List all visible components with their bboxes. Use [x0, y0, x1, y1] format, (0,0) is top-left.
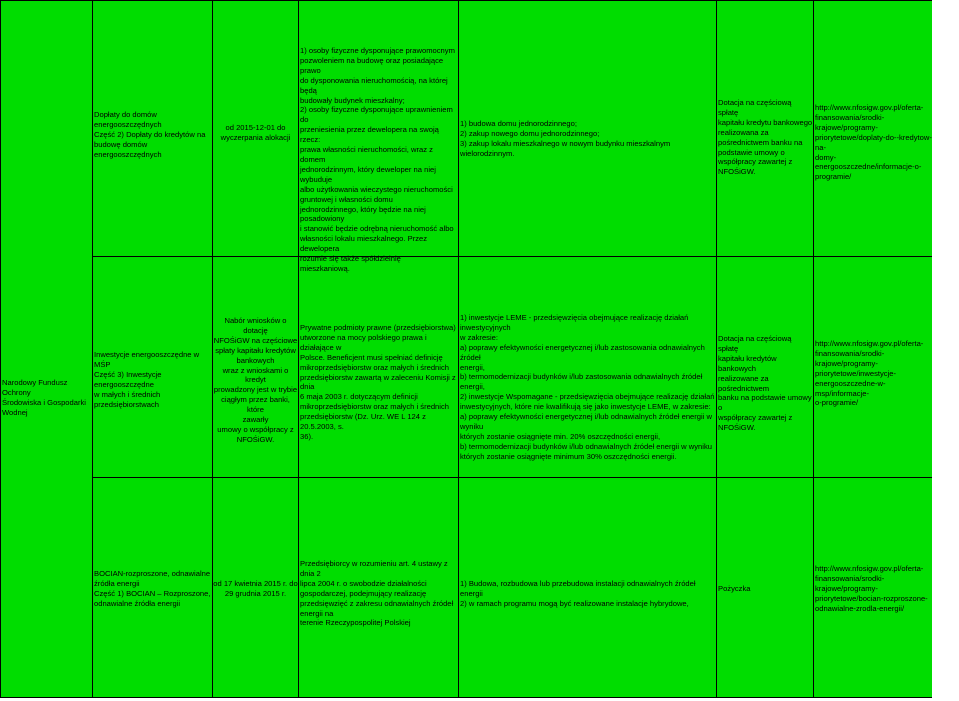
program-period-cell: od 17 kwietnia 2015 r. do 29 grudnia 2015 r.: [213, 579, 298, 598]
column-divider: [298, 0, 299, 697]
support-form-cell: Dotacja na częściową spłatę kapitału kredytów bankowych realizowane za pośrednictwem banku na podstawie umowy o współpracy zawartej z NFOŚiGW.: [718, 334, 812, 433]
program-period-cell: od 2015-12-01 do wyczerpania alokacji: [220, 123, 291, 142]
program-link-cell[interactable]: http://www.nfosigw.gov.pl/oferta- finansowania/srodki- krajowe/programy- priorytetowe/inwestycje- energooszczedne-w-msp/informacje- o-programie/: [815, 339, 924, 408]
program-name-cell: BOCIAN-rozproszone, odnawialne źródła energii Część 1) BOCIAN – Rozproszone, odnawialne źródła energii: [94, 569, 211, 608]
support-form-cell: Pożyczka: [718, 584, 751, 593]
row-divider: [92, 256, 933, 257]
row-divider: [92, 477, 933, 478]
table-border: [0, 697, 933, 698]
beneficiaries-cell: Prywatne podmioty prawne (przedsiębiorstwa) utworzone na mocy polskiego prawa i działające w Polsce. Beneficjent musi spełniać definicję mikroprzedsiębiorstw oraz małych i średnich przedsiębiorstw zawartą w zaleceniu Komisji z dnia 6 maja 2003 r. dotyczącym definicji mikroprzedsiębiorstw oraz małych i średnich przedsiębiorstw (Dz. Urz. WE L 124 z 20.5.2003, s. 36).: [300, 323, 456, 441]
project-types-cell: 1) budowa domu jednorodzinnego; 2) zakup nowego domu jednorodzinnego; 3) zakup lokalu mieszkalnego w nowym budynku mieszkalnym wielorodzinnym.: [460, 119, 671, 158]
column-divider: [716, 0, 717, 697]
program-name-cell: Inwestycje energooszczędne w MŚP Część 3) Inwestycje energooszczędne w małych i średnich przedsiębiorstwach: [94, 350, 200, 409]
beneficiaries-cell: Przedsiębiorcy w rozumieniu art. 4 ustawy z dnia 2 lipca 2004 r. o swobodzie działalności gospodarczej, podejmujący realizację przedsięwzięć z zakresu odnawialnych źródeł energii na terenie Rzeczypospolitej Polskiej: [300, 559, 454, 628]
table-border: [0, 0, 1, 697]
support-form-cell: Dotacja na częściową spłatę kapitału kredytu bankowego realizowana za pośrednictwem banku na podstawie umowy o współpracy zawartej z NFOŚiGW.: [718, 98, 813, 177]
column-divider: [813, 0, 814, 697]
program-link-cell[interactable]: http://www.nfosigw.gov.pl/oferta- finansowania/srodki- krajowe/programy- priorytetowe/doplaty-do--kredytow-na- domy-energooszczedne/informacje-o- programie/: [815, 103, 932, 182]
column-divider: [92, 0, 93, 697]
project-types-cell: 1) inwestycje LEME - przedsięwzięcia obejmujące realizację działań inwestycyjnych w zakresie: a) poprawy efektywności energetycznej i/lub zastosowania odnawialnych źródeł energii, b) termomodernizacji budynków i/lub zastosowania odnawialnych źródeł energii, 2) inwestycje Wspomagane - przedsięwzięcia obejmujące realizację działań inwestycyjnych, które nie kwalifikują się jako inwestycje LEME, w zakresie: a) poprawy efektywności energetycznej i/lub odnawialnych źródeł energii w wyniku których zostanie osiągnięte min. 20% oszczędności energii, b) termomodernizacji budynków i/lub odnawialnych źródeł energii w wyniku których zostanie osiągnięte minimum 30% oszczędności energii.: [460, 313, 715, 461]
program-link-cell[interactable]: http://www.nfosigw.gov.pl/oferta- finansowania/srodki- krajowe/programy- priorytetowe/bocian-rozproszone- odnawialne-zrodla-energii/: [815, 564, 928, 613]
organization-cell: Narodowy Fundusz Ochrony Środowiska i Gospodarki Wodnej: [2, 378, 86, 417]
page-margin: [932, 0, 959, 701]
program-name-cell: Dopłaty do domów energooszczędnych Część 2) Dopłaty do kredytów na budowę domów energooszczędnych: [94, 110, 206, 159]
program-period-cell: Nabór wniosków o dotację NFOŚiGW na częściowe spłaty kapitału kredytów bankowych wraz z wnioskami o kredyt prowadzony jest w trybie ciągłym przez banki, które zawarły umowy o współpracy z NFOŚiGW.: [213, 316, 298, 444]
table-border: [0, 0, 933, 1]
project-types-cell: 1) Budowa, rozbudowa lub przebudowa instalacji odnawialnych źródeł energii 2) w ramach programu mogą być realizowane instalacje hybrydowe,: [460, 579, 696, 608]
column-divider: [458, 0, 459, 697]
beneficiaries-cell: 1) osoby fizyczne dysponujące prawomocnym pozwoleniem na budowę oraz posiadające prawo do dysponowania nieruchomością, na której będą budowały budynek mieszkalny; 2) osoby fizyczne dysponujące uprawnieniem do przeniesienia przez dewelopera na swoją rzecz: prawa własności nieruchomości, wraz z domem jednorodzinnym, który deweloper na niej wybuduje albo użytkowania wieczystego nieruchomości gruntowej i własności domu jednorodzinnego, który będzie na niej posadowiony i stanowić będzie odrębną nieruchomość albo własności lokalu mieszkalnego. Przez dewelopera rozumie się także spółdzielnię mieszkaniową.: [300, 46, 455, 273]
